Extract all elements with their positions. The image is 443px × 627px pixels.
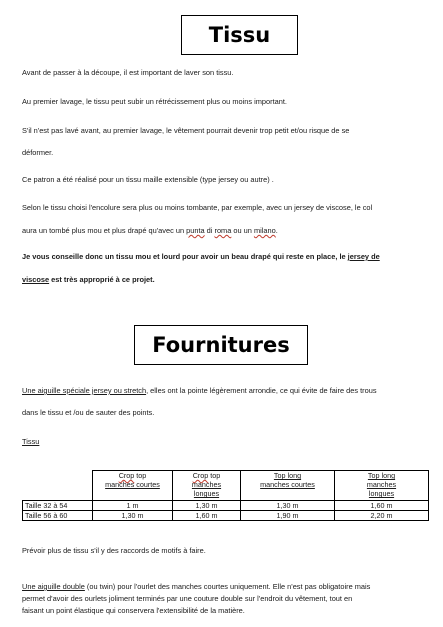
needle-jersey-text: , elles ont la pointe légèrement arrondie, ce qui évite de faire des trous [146, 386, 377, 395]
header-length: longues [193, 489, 220, 498]
paragraph-pattern: Ce patron a été réalisé pour un tissu maille extensible (type jersey ou autre) . [22, 175, 274, 184]
table-row [23, 511, 429, 521]
neckline-text-start: aura un tombé plus mou et plus drapé qu'avec un [22, 226, 187, 235]
table-cell: 1,60 m [335, 501, 429, 511]
neckline-text-end: . [275, 226, 278, 235]
table-header [335, 471, 429, 501]
double-needle-text: (ou twin) pour l'ourlet des manches courtes uniquement. Elle n'est pas obligatoire mais [84, 582, 371, 591]
paragraph-double-needle-1 [22, 581, 427, 592]
tissu-label: Tissu [22, 437, 40, 446]
paragraph-advice-1 [22, 251, 427, 262]
needle-jersey-label: Une aiguille spéciale jersey ou stretch [22, 386, 147, 395]
paragraph-extra-fabric: Prévoir plus de tissu s'il y des raccords de motifs à faire. [22, 546, 206, 555]
paragraph-neckline-1: Selon le tissu choisi l'encolure sera plus ou moins tombante, par exemple, avec un jersey de viscose, le col [22, 203, 373, 212]
word-roma: roma [214, 226, 232, 235]
paragraph-double-needle-3: faisant un point élastique qui conservera l'extensibilité de la matière. [22, 606, 245, 615]
header-top-long: Top long [273, 471, 302, 480]
header-top: top [134, 471, 147, 480]
paragraph-needle-1 [22, 385, 427, 396]
header-top: top [208, 471, 221, 480]
table-cell: 1,30 m [93, 511, 173, 521]
header-length: longues [368, 489, 395, 498]
advice-viscose: viscose [22, 275, 50, 284]
row-label: Taille 32 à 54 [23, 501, 93, 511]
advice-text-end: est très approprié à ce projet. [49, 275, 155, 284]
row-label: Taille 56 à 60 [23, 511, 93, 521]
table-header [241, 471, 335, 501]
header-crop: Crop [192, 471, 209, 480]
table-cell: 1,30 m [173, 501, 241, 511]
word-milano: milano [253, 226, 276, 235]
word-di: di [204, 226, 215, 235]
section-title-tissu: Tissu [181, 15, 298, 55]
paragraph-wash: Avant de passer à la découpe, il est important de laver son tissu. [22, 68, 234, 77]
table-row [23, 501, 429, 511]
section-title-fournitures: Fournitures [134, 325, 308, 365]
header-sleeves: manches [191, 480, 222, 489]
table-cell: 1,90 m [241, 511, 335, 521]
paragraph-unwashed-1: S'il n'est pas lavé avant, au premier lavage, le vêtement pourrait devenir trop petit et/ou risque de se [22, 126, 350, 135]
paragraph-shrink: Au premier lavage, le tissu peut subir un rétrécissement plus ou moins important. [22, 97, 287, 106]
word-ou-un: ou un [231, 226, 254, 235]
table-cell: 1,30 m [241, 501, 335, 511]
table-header [173, 471, 241, 501]
table-header-row [23, 471, 429, 501]
advice-jersey-de: jersey de [347, 252, 380, 261]
advice-text: Je vous conseille donc un tissu mou et lourd pour avoir un beau drapé qui reste en place, le [22, 252, 348, 261]
word-punta: punta [186, 226, 205, 235]
header-crop: Crop [118, 471, 135, 480]
paragraph-advice-2 [22, 274, 427, 285]
header-sleeves: manches [366, 480, 397, 489]
header-sleeves: manches courtes [260, 480, 315, 489]
table-cell: 1 m [93, 501, 173, 511]
paragraph-neckline-2 [22, 225, 427, 236]
paragraph-double-needle-2: permet d'avoir des ourlets joliment terminés par une couture double sur l'endroit du vêtement, tout en [22, 594, 353, 603]
paragraph-unwashed-2: déformer. [22, 148, 54, 157]
fabric-table [22, 470, 429, 521]
paragraph-needle-2: dans le tissu et /ou de sauter des points. [22, 408, 155, 417]
double-needle-label: Une aiguille double [22, 582, 85, 591]
table-cell: 2,20 m [335, 511, 429, 521]
table-corner [23, 471, 93, 501]
table-cell: 1,60 m [173, 511, 241, 521]
header-sleeves: manches courtes [105, 480, 160, 489]
table-header [93, 471, 173, 501]
header-top-long: Top long [367, 471, 396, 480]
